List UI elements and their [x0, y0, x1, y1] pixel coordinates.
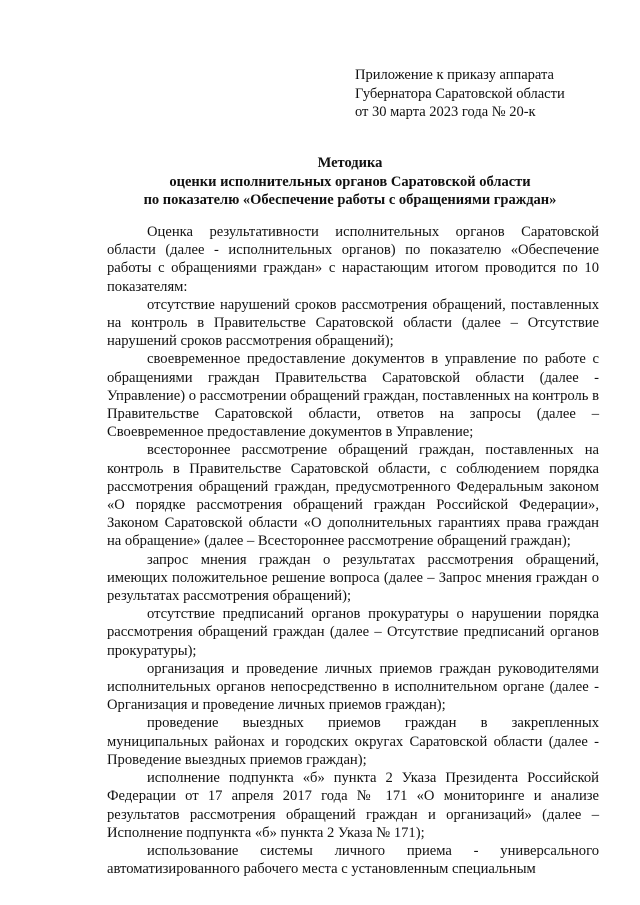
- paragraph-item-8: исполнение подпункта «б» пункта 2 Указа Президента Российской Федерации от 17 апреля 2017 года № 171 «О мониторинге и анализе результатов рассмотрения обращений граждан и организаций» (далее – Исполнение подпункта «б» пункта 2 Указа № 171);: [107, 770, 599, 841]
- title-line-1: Методика: [317, 155, 383, 171]
- paragraph-item-5: отсутствие предписаний органов прокуратуры о нарушении порядка рассмотрения обращений граждан (далее – Отсутствие предписаний органов прокуратуры);: [107, 606, 599, 659]
- title-line-3: по показателю «Обеспечение работы с обращениями граждан»: [143, 192, 557, 208]
- title-line-2: оценки исполнительных органов Саратовской области: [169, 173, 531, 190]
- approval-line-3: от 30 марта 2023 года № 20-к: [355, 104, 536, 120]
- paragraph-item-3: всестороннее рассмотрение обращений граждан, поставленных на контроль в Правительстве Саратовской области, с соблюдением порядка рассмотрения обращений граждан, предусмотренного Федеральным законом «О порядке рассмотрения обращений граждан Российской Федерации», Законом Саратовской области «О дополнительных гарантиях права граждан на обращение» (далее – Всестороннее рассмотрение обращений граждан);: [107, 442, 599, 550]
- approval-line-2: Губернатора Саратовской области: [355, 85, 565, 102]
- document-body: [107, 223, 599, 878]
- paragraph-item-7: проведение выездных приемов граждан в закрепленных муниципальных районах и городских округах Саратовской области (далее - Проведение выездных приемов граждан);: [107, 715, 599, 768]
- approval-note: [355, 66, 625, 122]
- paragraph-intro: Оценка результативности исполнительных органов Саратовской области (далее - исполнительных органов) по показателю «Обеспечение работы с обращениями граждан» с нарастающим итогом проводится по 10 показателям:: [107, 224, 599, 295]
- paragraph-item-2: своевременное предоставление документов в управление по работе с обращениями граждан Правительства Саратовской области (далее - Управление) о рассмотрении обращений граждан, поставленных на контроль в Правительстве Саратовской области, ответов на запросы (далее – Своевременное предоставление документов в Управление;: [107, 351, 599, 441]
- document-title: [100, 154, 600, 210]
- approval-line-1: Приложение к приказу аппарата: [355, 67, 554, 83]
- paragraph-item-9: использование системы личного приема - универсального автоматизированного рабочего места с установленным специальным: [107, 842, 599, 878]
- paragraph-item-6: организация и проведение личных приемов граждан руководителями исполнительных органов непосредственно в исполнительном органе (далее - Организация и проведение личных приемов граждан);: [107, 660, 599, 714]
- paragraph-item-1: отсутствие нарушений сроков рассмотрения обращений, поставленных на контроль в Правительстве Саратовской области (далее – Отсутствие нарушений сроков рассмотрения обращений);: [107, 296, 599, 350]
- paragraph-item-4: запрос мнения граждан о результатах рассмотрения обращений, имеющих положительное решение вопроса (далее – Запрос мнения граждан о результатах рассмотрения обращений);: [107, 551, 599, 605]
